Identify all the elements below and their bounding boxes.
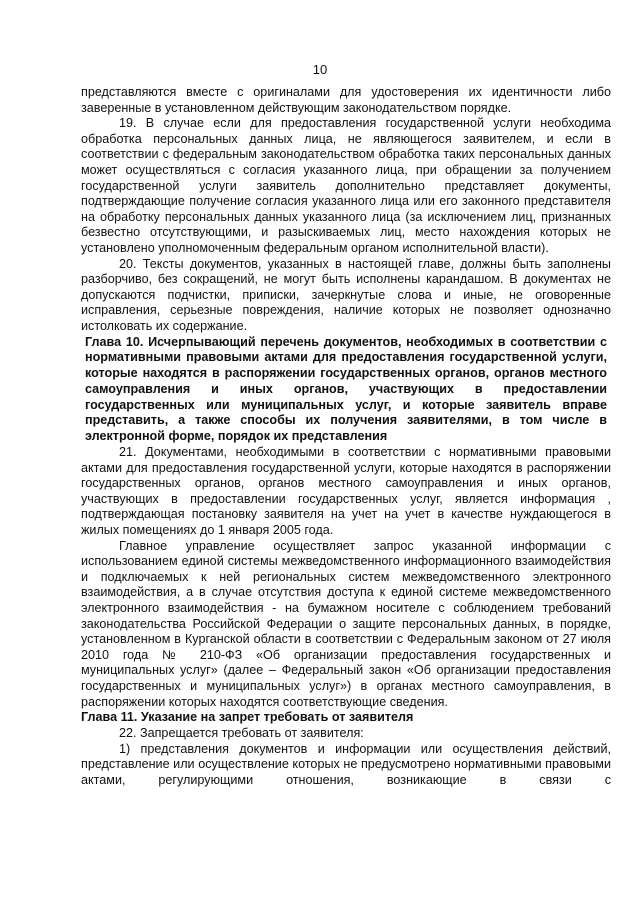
chapter-10-heading: Глава 10. Исчерпывающий перечень документов, необходимых в соответствии с нормативными правовыми актами для предоставления государственной услуги, которые находятся в распоряжении государственных органов, органов местного самоуправления и иных органов, участвующих в предоставлении государственных или муниципальных услуг, и которые заявитель вправе представить, а также способы их получения заявителями, в том числе в электронной форме, порядок их представления — [85, 334, 607, 444]
page-number: 10 — [312, 62, 328, 77]
paragraph-22: 22. Запрещается требовать от заявителя: — [119, 725, 364, 740]
paragraph-22-item-1: 1) представления документов и информации или осуществления действий, представление или осуществление которых не предусмотрено нормативными правовыми актами, регулирующими отношения, возникающие в связи с — [81, 741, 611, 787]
paragraph-20: 20. Тексты документов, указанных в настоящей главе, должны быть заполнены разборчиво, без сокращений, не могут быть исполнены карандашом. В документах не допускаются подчистки, приписки, зачеркнутые слова и иные, не оговоренные исправления, серьезные повреждения, наличие которых не позволяет однозначно истолковать их содержание. — [81, 256, 611, 333]
chapter-11-heading: Глава 11. Указание на запрет требовать от заявителя — [81, 710, 414, 725]
document-body — [81, 85, 611, 788]
paragraph-continuation: представляются вместе с оригиналами для удостоверения их идентичности либо заверенные в установленном действующим законодательством порядке. — [81, 85, 611, 115]
paragraph-main-directorate: Главное управление осуществляет запрос указанной информации с использованием единой системы межведомственного информационного взаимодействия и подключаемых к ней региональных систем межведомственного электронного взаимодействия, а в случае отсутствия доступа к единой системе межведомственного электронного взаимодействия - на бумажном носителе с соблюдением требований законодательства Российской Федерации о защите персональных данных, в порядке, установленном в Курганской области в соответствии с Федеральным законом от 27 июля 2010 года № 210-ФЗ «Об организации предоставления государственных и муниципальных услуг» (далее – Федеральный закон «Об организации предоставления государственных и муниципальных услуг») в органах местного самоуправления, в распоряжении которых находятся соответствующие сведения. — [81, 538, 611, 709]
paragraph-19: 19. В случае если для предоставления государственной услуги необходима обработка персональных данных лица, не являющегося заявителем, и если в соответствии с федеральным законодательством обработка таких персональных данных может осуществляться с согласия указанного лица, при обращении за получением государственной услуги заявитель дополнительно представляет документы, подтверждающие получение согласия указанного лица или его законного представителя на обработку персональных данных указанного лица (за исключением лиц, признанных безвестно отсутствующими, и разыскиваемых лиц, место нахождения которых не установлено уполномоченным федеральным органом исполнительной власти). — [81, 116, 611, 255]
paragraph-21: 21. Документами, необходимыми в соответствии с нормативными правовыми актами для предоставления государственной услуги, которые находятся в распоряжении государственных органов, органов местного самоуправления и иных органов, участвующих в предоставлении государственных услуг, является информация , подтверждающая постановку заявителя на учет на учет в качестве нуждающегося в жилых помещениях до 1 января 2005 года. — [81, 445, 611, 538]
